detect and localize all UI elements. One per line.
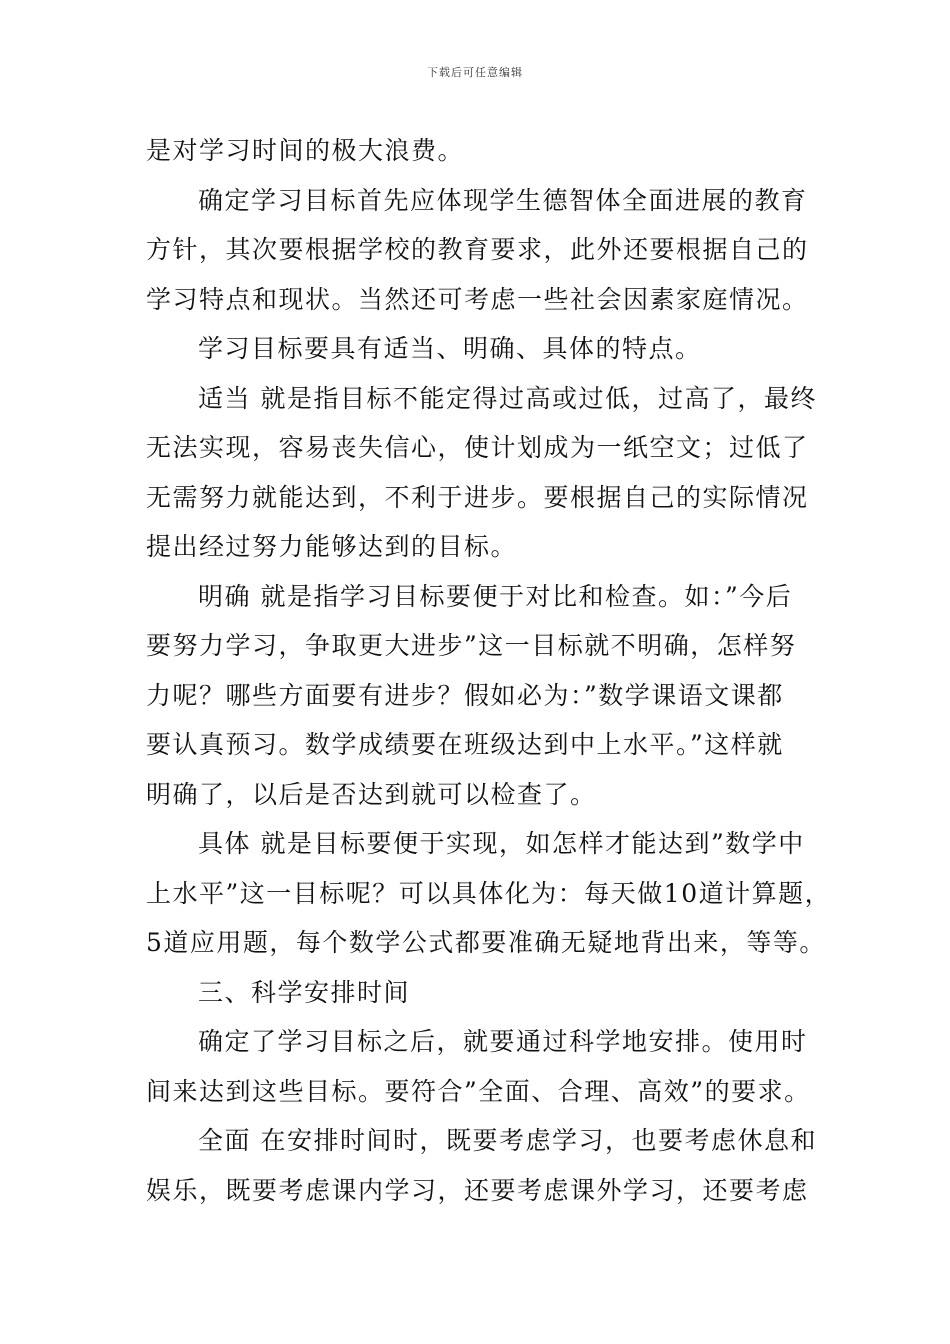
text-line: 明确了，以后是否达到就可以检查了。	[146, 779, 597, 809]
text-line: 明确 就是指学习目标要便于对比和检查。如：”今后	[198, 581, 793, 611]
text-line: 适当 就是指目标不能定得过高或过低，过高了，最终	[198, 383, 817, 413]
text-line: 具体 就是目标要便于实现，如怎样才能达到”数学中	[198, 829, 805, 858]
text-block	[146, 126, 832, 1215]
text-line: 力呢？哪些方面要有进步？假如必为：”数学课语文课都	[146, 680, 784, 710]
text-line: 是对学习时间的极大浪费。	[146, 136, 465, 165]
page-header-note: 下载后可任意编辑	[427, 66, 523, 79]
text-line: 上水平”这一目标呢？可以具体化为：每天做10道计算题，	[146, 878, 832, 908]
section-heading: 三、科学安排时间	[198, 977, 411, 1007]
text-line: 5道应用题，每个数学公式都要准确无疑地背出来，等等。	[146, 928, 826, 957]
text-line: 确定学习目标首先应体现学生德智体全面进展的教育	[198, 185, 808, 215]
text-line: 提出经过努力能够达到的目标。	[146, 532, 518, 561]
text-line: 要认真预习。数学成绩要在班级达到中上水平。”这样就	[146, 730, 784, 759]
text-line: 要努力学习，争取更大进步”这一目标就不明确，怎样努	[146, 631, 797, 660]
text-line: 全面 在安排时间时，既要考虑学习，也要考虑休息和	[198, 1126, 817, 1155]
text-line: 学习特点和现状。当然还可考虑一些社会因素家庭情况。	[146, 284, 809, 314]
text-line: 无法实现，容易丧失信心，使计划成为一纸空文；过低了	[146, 433, 809, 462]
document-body	[146, 126, 832, 1215]
text-line: 间来达到这些目标。要符合”全面、合理、高效”的要求。	[146, 1076, 811, 1106]
text-line: 方针，其次要根据学校的教育要求，此外还要根据自己的	[146, 235, 809, 264]
text-line: 无需努力就能达到，不利于进步。要根据自己的实际情况	[146, 482, 809, 512]
text-line: 确定了学习目标之后，就要通过科学地安排。使用时	[198, 1027, 808, 1056]
text-line: 学习目标要具有适当、明确、具体的特点。	[198, 334, 702, 363]
text-line: 娱乐，既要考虑课内学习，还要考虑课外学习，还要考虑	[146, 1175, 809, 1205]
